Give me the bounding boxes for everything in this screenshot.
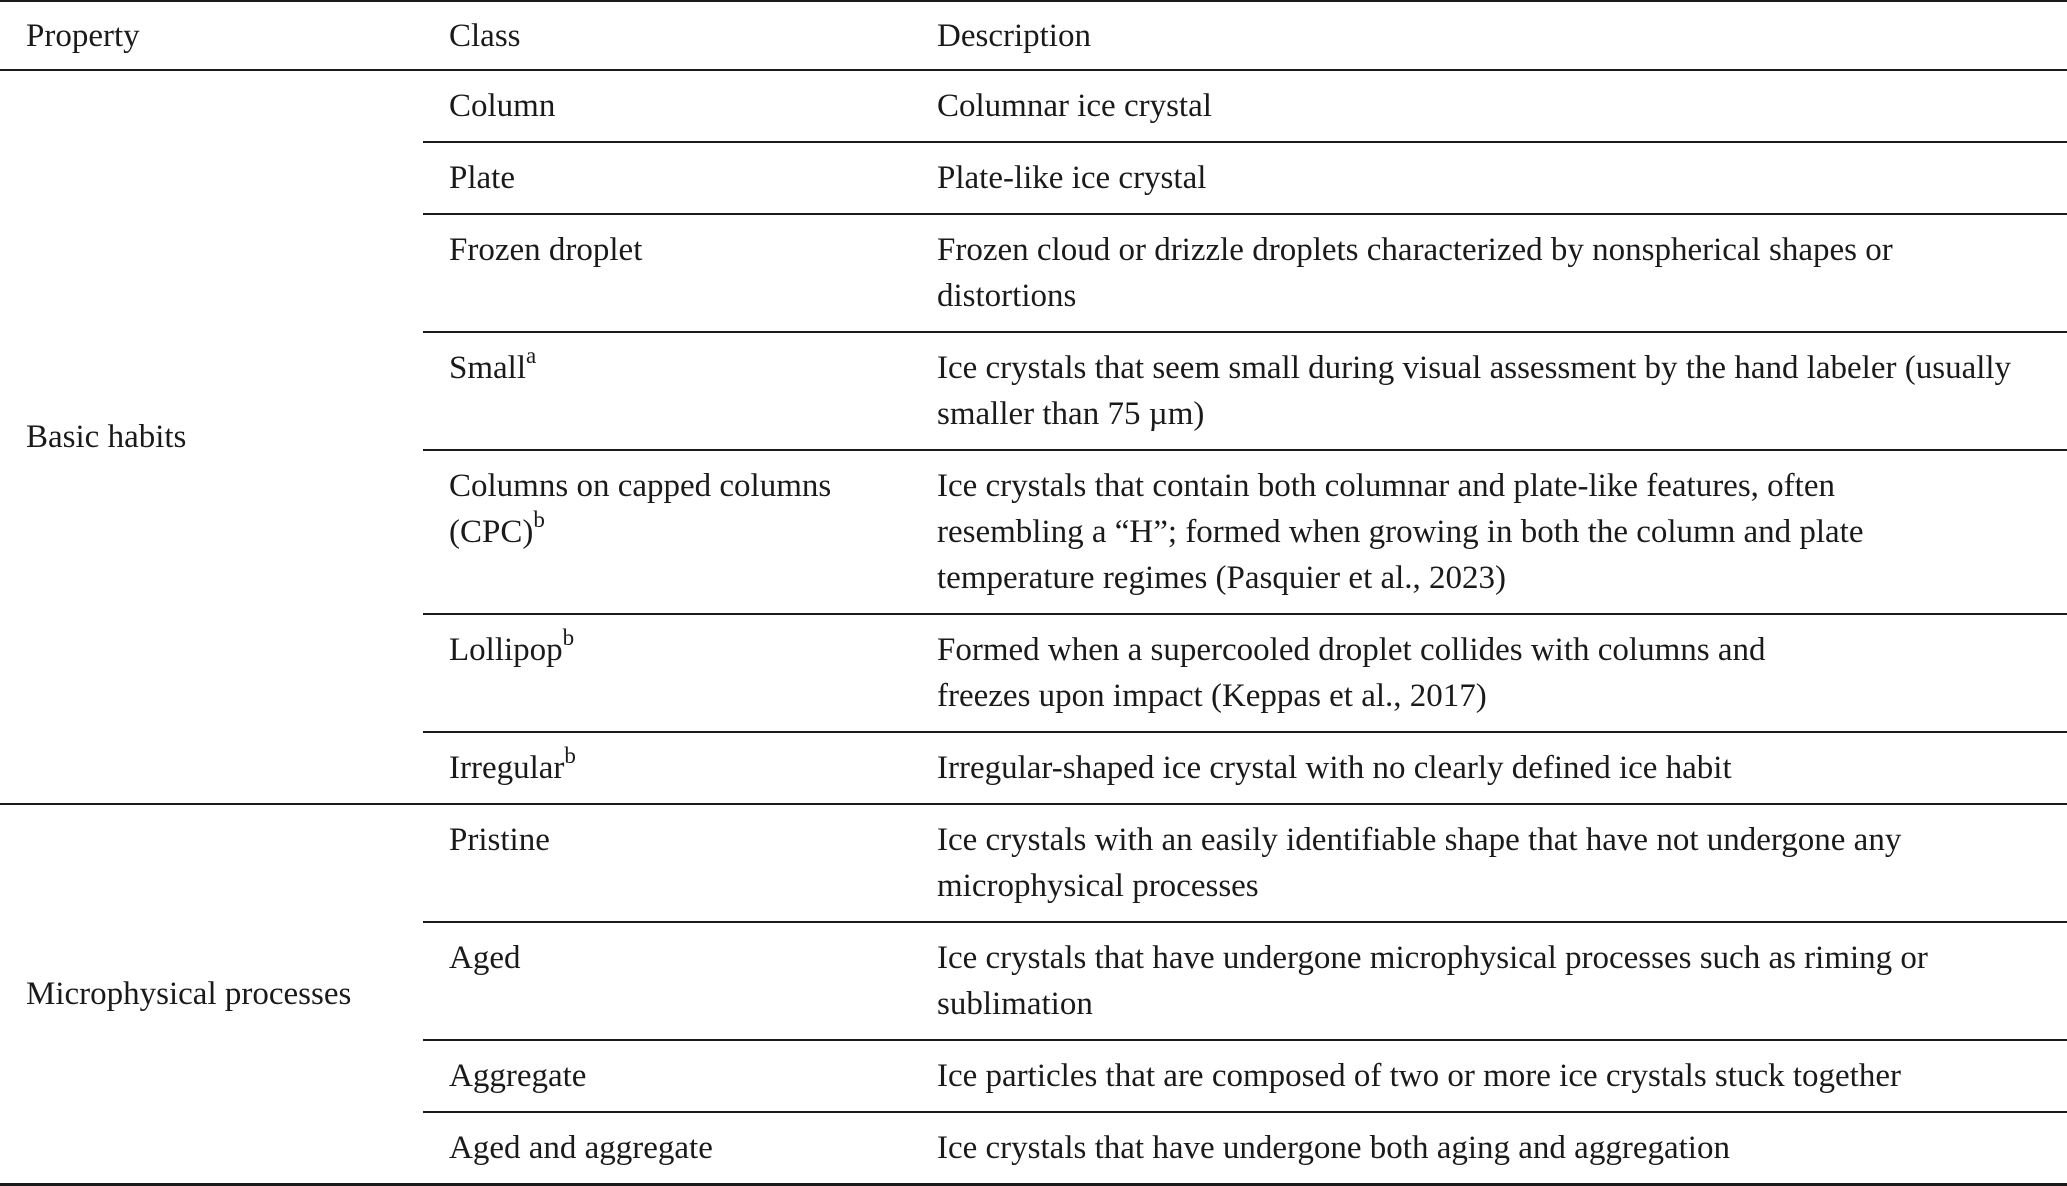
class-cell xyxy=(423,450,937,614)
class-name: Plate xyxy=(449,160,515,196)
description-cell: Ice crystals that seem small during visual assessment by the hand labeler (usually smaller than 75 µm) xyxy=(937,332,2067,450)
class-cell xyxy=(423,1040,937,1112)
description-cell: Columnar ice crystal xyxy=(937,70,2067,142)
footnote-marker: b xyxy=(533,507,545,532)
class-cell xyxy=(423,1112,937,1185)
class-name: Small xyxy=(449,350,527,386)
description-cell xyxy=(937,450,2067,614)
property-basic-habits: Basic habits xyxy=(0,70,423,804)
property-microphysical-processes: Microphysical processes xyxy=(0,804,423,1185)
footnote-marker: b xyxy=(564,743,576,768)
class-cell xyxy=(423,332,937,450)
description-cell: Ice particles that are composed of two or more ice crystals stuck together xyxy=(937,1040,2067,1112)
class-name: Lollipop xyxy=(449,632,563,668)
class-cell xyxy=(423,70,937,142)
class-cell xyxy=(423,804,937,922)
description-cell xyxy=(937,804,2067,922)
description-cell: Irregular-shaped ice crystal with no clearly defined ice habit xyxy=(937,732,2067,804)
class-name: Aged and aggregate xyxy=(449,1130,713,1166)
class-cell xyxy=(423,732,937,804)
class-name: Aggregate xyxy=(449,1058,587,1094)
description-text: Formed when a supercooled droplet collides with columns and freezes upon impact (Keppas et al., 2017) xyxy=(937,632,1766,714)
class-name: Pristine xyxy=(449,822,550,858)
header-class: Class xyxy=(423,1,937,70)
table-row xyxy=(0,70,2067,142)
description-text: Ice crystals with an easily identifiable shape that have not undergone any microphysical processes xyxy=(937,822,1902,904)
class-cell xyxy=(423,922,937,1040)
footnote-marker: a xyxy=(526,343,537,368)
class-name: Aged xyxy=(449,940,521,976)
class-cell xyxy=(423,142,937,214)
header-description: Description xyxy=(937,1,2067,70)
header-row xyxy=(0,1,2067,70)
description-cell: Ice crystals that have undergone microphysical processes such as riming or sublimation xyxy=(937,922,2067,1040)
description-cell xyxy=(937,214,2067,332)
class-cell xyxy=(423,214,937,332)
table-row xyxy=(0,804,2067,922)
description-cell xyxy=(937,614,2067,732)
description-text: Ice crystals that contain both columnar and plate-like features, often resembling a “H”; formed when growing in both the column and plate temperature regimes (Pasquier et al., 2023) xyxy=(937,468,1864,596)
class-name: Irregular xyxy=(449,750,565,786)
header-property: Property xyxy=(0,1,423,70)
class-cell xyxy=(423,614,937,732)
description-cell: Plate-like ice crystal xyxy=(937,142,2067,214)
description-text: Frozen cloud or drizzle droplets characterized by nonspherical shapes or distortions xyxy=(937,232,1893,314)
class-name: Columns on capped columns (CPC) xyxy=(449,468,832,550)
class-name: Frozen droplet xyxy=(449,232,643,268)
description-cell: Ice crystals that have undergone both aging and aggregation xyxy=(937,1112,2067,1185)
class-name: Column xyxy=(449,88,556,124)
footnote-marker: b xyxy=(562,625,575,650)
